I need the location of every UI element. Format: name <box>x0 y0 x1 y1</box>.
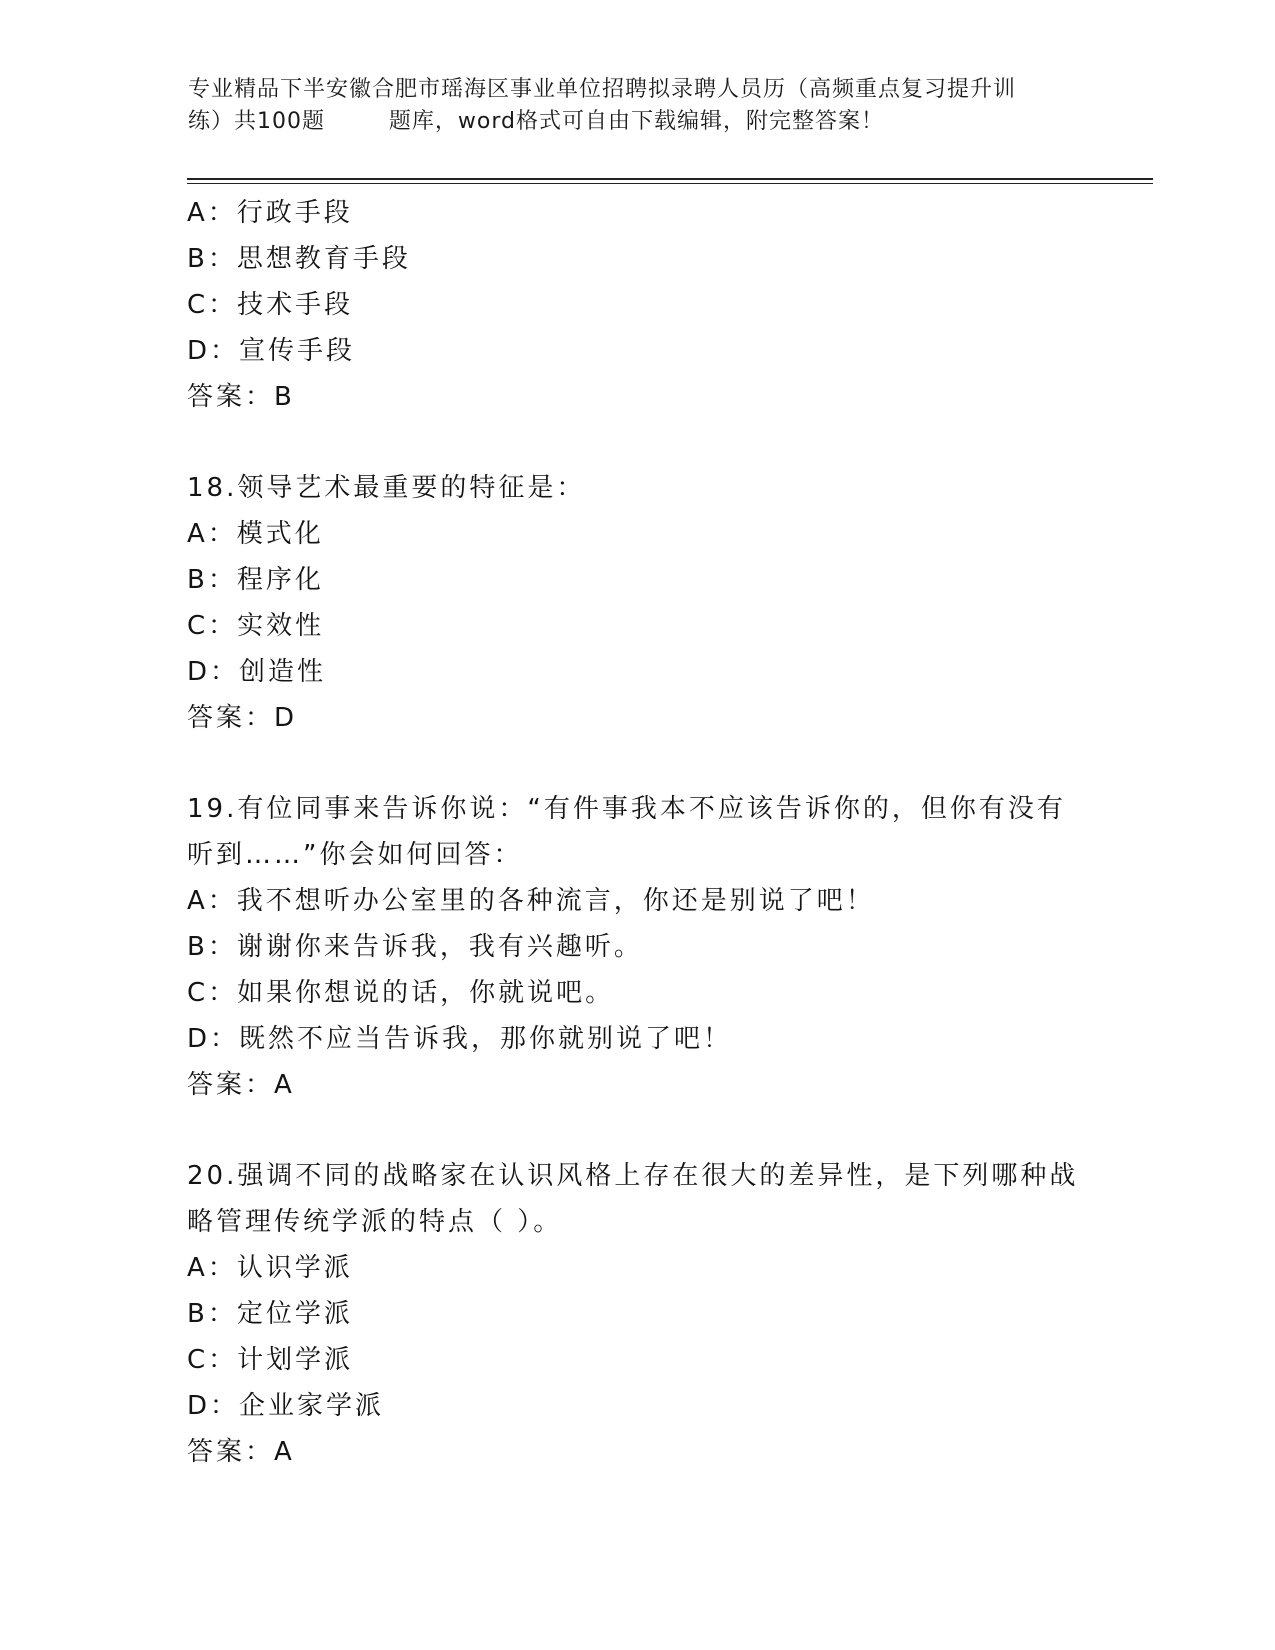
option-d: D：宣传手段 <box>187 336 356 366</box>
option-a: A：认识学派 <box>187 1253 353 1283</box>
question-18 <box>187 465 1087 741</box>
option-a: A：模式化 <box>187 519 324 549</box>
question-list <box>187 190 1087 1475</box>
question-spacer <box>187 1108 1087 1153</box>
answer-label: 答案：B <box>187 382 295 412</box>
question-spacer <box>187 741 1087 786</box>
question-17 <box>187 190 1087 420</box>
question-stem-continued: 略管理传统学派的特点（ ）。 <box>187 1207 563 1237</box>
header-divider-thin <box>187 183 1153 184</box>
option-a: A：我不想听办公室里的各种流言，你还是别说了吧！ <box>187 886 875 916</box>
option-c: C：如果你想说的话，你就说吧。 <box>187 978 615 1008</box>
option-d: D：创造性 <box>187 657 327 687</box>
question-20 <box>187 1153 1087 1475</box>
header-divider-thick <box>187 178 1153 180</box>
option-c: C：计划学派 <box>187 1345 354 1375</box>
question-spacer <box>187 420 1087 465</box>
header-line-2: 练）共100题 题库，word格式可自由下载编辑，附完整答案！ <box>188 109 885 134</box>
question-stem: 18.领导艺术最重要的特征是： <box>187 473 586 503</box>
option-b: B：谢谢你来告诉我，我有兴趣听。 <box>187 932 643 962</box>
document-header <box>188 74 1088 138</box>
option-b: B：程序化 <box>187 565 324 595</box>
answer-label: 答案：D <box>187 703 298 733</box>
option-d: D：既然不应当告诉我，那你就别说了吧！ <box>187 1024 733 1054</box>
option-c: C：技术手段 <box>187 290 354 320</box>
option-a: A：行政手段 <box>187 198 353 228</box>
header-line-1: 专业精品下半安徽合肥市瑶海区事业单位招聘拟录聘人员历（高频重点复习提升训 <box>188 77 1017 102</box>
question-stem: 19.有位同事来告诉你说：“有件事我本不应该告诉你的，但你有没有 <box>187 794 1066 824</box>
answer-label: 答案：A <box>187 1437 295 1467</box>
option-d: D：企业家学派 <box>187 1391 385 1421</box>
question-stem-continued: 听到……”你会如何回答： <box>187 840 523 870</box>
option-c: C：实效性 <box>187 611 325 641</box>
option-b: B：定位学派 <box>187 1299 353 1329</box>
answer-label: 答案：A <box>187 1070 295 1100</box>
question-stem: 20.强调不同的战略家在认识风格上存在很大的差异性，是下列哪种战 <box>187 1161 1079 1191</box>
option-b: B：思想教育手段 <box>187 244 411 274</box>
question-19 <box>187 786 1087 1108</box>
